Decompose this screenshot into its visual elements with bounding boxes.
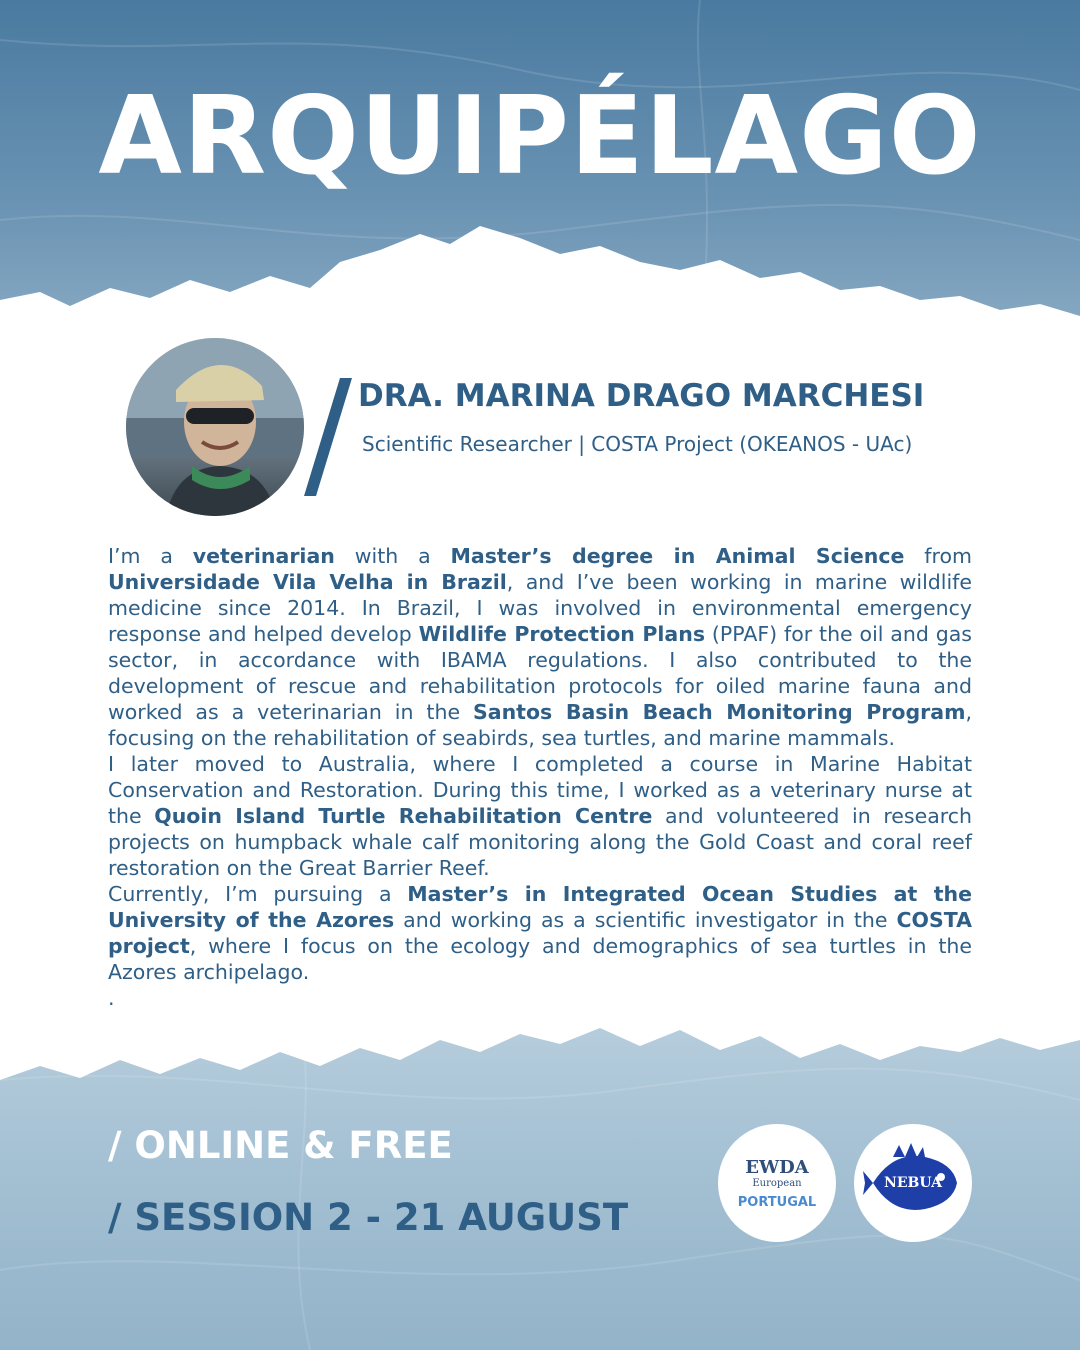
speaker-avatar (126, 338, 304, 516)
ewda-logo-subtext: European (752, 1177, 802, 1189)
bio-highlight: veterinarian (192, 544, 335, 568)
bio-text: with a (334, 544, 451, 568)
bio-text: , and I’ve been working in marine wildlife medicine since 2014. In Brazil, I was involved in environmental emergency response and helped develop (108, 570, 972, 646)
bio-paragraph-1 (108, 543, 972, 751)
nebua-fish-logo (854, 1124, 972, 1242)
bio-text: Currently, I’m pursuing a (108, 882, 408, 906)
bio-trailing-dot: . (108, 986, 115, 1010)
headline: ARQUIPÉLAGO (98, 74, 982, 199)
online-free-label: / ONLINE & FREE (108, 1124, 453, 1167)
bio-paragraph-2 (108, 751, 972, 881)
bio-text: and volunteered in research projects on humpback whale calf monitoring along the Gold Coast and coral reef restoration on the Great Barrier Reef. (108, 804, 973, 880)
bio-highlight: COSTA project (108, 908, 973, 958)
bio-text: I later moved to Australia, where I completed a course in Marine Habitat Conservation and Restoration. During this time, I worked as a veterinary nurse at the (108, 752, 972, 828)
bio-highlight: Master’s degree in Animal Science (450, 544, 905, 568)
slash-divider (300, 378, 360, 496)
bio-text: from (904, 544, 972, 568)
bio-text: and working as a scientific investigator in the (394, 908, 897, 932)
bio-paragraph-3 (108, 881, 972, 985)
bio-highlight: Master’s in Integrated Ocean Studies at the University of the Azores (108, 882, 972, 932)
bio-highlight: Universidade Vila Velha in Brazil (108, 570, 507, 594)
ewda-logo-country: PORTUGAL (737, 1194, 817, 1210)
bio-highlight: Wildlife Protection Plans (418, 622, 706, 646)
speaker-role: Scientific Researcher | COSTA Project (OKEANOS - UAc) (362, 432, 913, 456)
speaker-bio (108, 543, 972, 1011)
bio-text: , where I focus on the ecology and demographics of sea turtles in the Azores archipelago. (108, 934, 972, 984)
bio-text: (PPAF) for the oil and gas sector, in accordance with IBAMA regulations. I also contributed to the development of rescue and rehabilitation protocols for oiled marine fauna and worked as a veterinarian in the (108, 622, 972, 724)
bio-text: I’m a (108, 544, 193, 568)
bio-text: , focusing on the rehabilitation of seabirds, sea turtles, and marine mammals. (108, 700, 972, 750)
nebua-logo-text: NEBUA (884, 1175, 942, 1191)
bio-highlight: Quoin Island Turtle Rehabilitation Centre (154, 804, 653, 828)
ewda-logo-text: EWDA (745, 1156, 809, 1178)
speaker-name: DRA. MARINA DRAGO MARCHESI (358, 378, 925, 414)
session-date-label: / SESSION 2 - 21 AUGUST (108, 1196, 629, 1239)
bio-highlight: Santos Basin Beach Monitoring Program (472, 700, 966, 724)
ewda-portugal-logo (718, 1124, 836, 1242)
